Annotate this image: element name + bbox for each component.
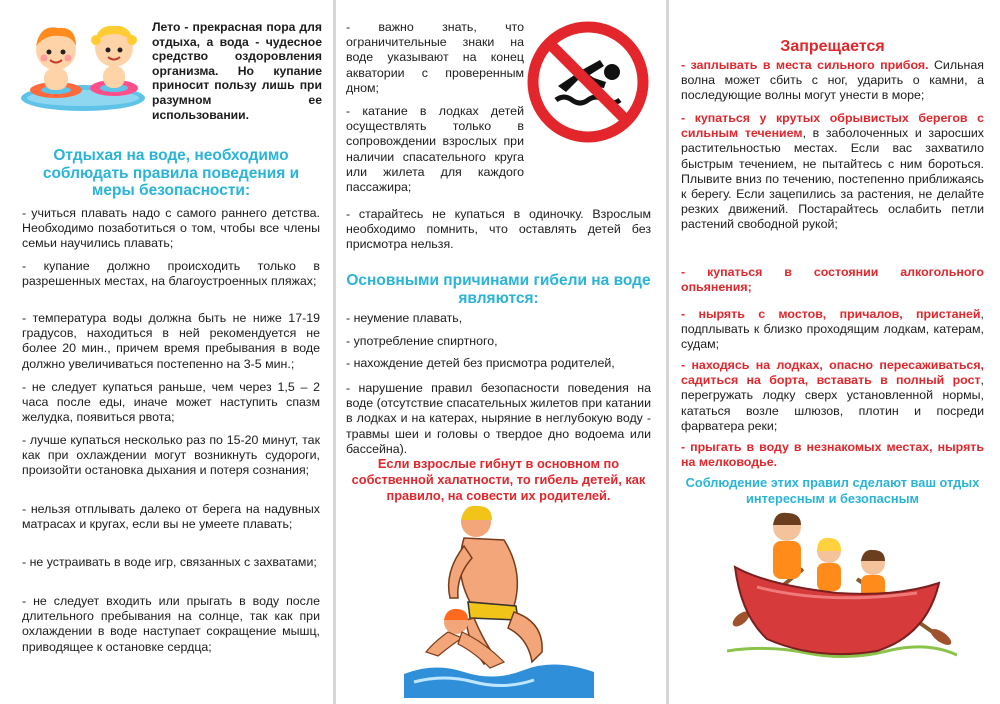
rule-item: - старайтесь не купаться в одиночку. Взрослым необходимо помнить, что оставлять детей без присмотра нельзя. — [346, 207, 651, 252]
prohibited-item — [681, 307, 984, 353]
column-3 — [667, 0, 1000, 704]
prohibited-item-text: , в заболоченных и заросших растительностью местах. Если вас захватило быстрым течением, не пытайтесь с ним бороться. Плывите вниз по течению, постепенно приближаясь к берегу. Если зацепились за растения, не делайте резких движений. Постарайтесь ослабить петли растений свободной рукой; — [681, 126, 984, 232]
prohibited-item — [681, 58, 984, 104]
rule-item: - нельзя отплывать далеко от берега на надувных матрасах и кругах, если вы не умеете плавать; — [22, 502, 320, 532]
prohibited-item-title: - заплывать в места сильного прибоя. — [681, 58, 929, 72]
column-1 — [0, 0, 334, 704]
parents-warning: Если взрослые гибнут в основном по собственной халатности, то гибель детей, как правило, на совести их родителей. — [351, 456, 646, 503]
rule-item: - купание должно происходить только в разрешенных местах, на благоустроенных пляжах; — [22, 259, 320, 289]
rule-item: - не следует купаться раньше, чем через 1,5 – 2 часа после еды, иначе может наступить спазм желудка, появиться рвота; — [22, 380, 320, 425]
prohibited-item-text: , перегружать лодку сверх установленной нормы, кататься возле шлюзов, плотин и посреди фарватера реки; — [681, 373, 984, 433]
column-2 — [334, 0, 667, 704]
rule-item: - лучше купаться несколько раз по 15-20 минут, так как при охлаждении могут возникнуть судороги, произойти остановка дыхания и потеря сознания; — [22, 433, 320, 478]
rule-item: - не следует входить или прыгать в воду после длительного пребывания на солнце, так как при охлаждении в воде наступает сокращение мышц, приводящее к остановке сердца; — [22, 594, 320, 654]
cause-item: - неумение плавать, — [346, 311, 463, 325]
closing-text: Соблюдение этих правил сделают ваш отдых интересным и безопасным — [685, 475, 980, 506]
rule-item: - катание в лодках детей осуществлять только в сопровождении взрослых при наличии спасательного круга или жилета для каждого пассажира; — [346, 104, 524, 195]
prohibited-item-text: , подплывать к близко проходящим лодкам, катерам, судам; — [681, 307, 984, 352]
intro-text: Лето - прекрасная пора для отдыха, а вода - чудесное средство оздоровления организма. Но купание приносит пользу лишь при разумном ее использовании. — [152, 20, 322, 122]
cause-item: - нахождение детей без присмотра родителей, — [346, 356, 615, 370]
cause-item: - употребление спиртного, — [346, 334, 498, 348]
prohibited-item-title: - прыгать в воду в незнакомых местах, нырять на мелководье. — [681, 440, 984, 470]
lifeguard-rescue-illustration — [404, 502, 594, 698]
kids-in-canoe-illustration — [727, 505, 957, 683]
prohibited-item — [681, 111, 984, 233]
rule-item: - важно знать, что ограничительные знаки на воде указывают на конец акватории с проверенным дном; — [346, 20, 524, 95]
rule-item: - учиться плавать надо с самого раннего детства. Необходимо позаботиться о том, чтобы все члены семьи научились плавать; — [22, 206, 320, 251]
no-swimming-sign-icon — [526, 20, 650, 144]
cause-item: - нарушение правил безопасности поведения на воде (отсутствие спасательных жилетов при катании в лодках и на катерах, ныряние в неглубокую воду - травмы шеи и головы о твердое дно водоема или бассейна). — [346, 381, 651, 456]
prohibited-item-title: - находясь на лодках, опасно пересаживаться, садиться на борта, вставать в полный рост — [681, 358, 984, 388]
prohibited-item-text: Сильная волна может сбить с ног, ударить о камни, а последующие волны могут унести в море; — [681, 58, 984, 103]
prohibited-item — [681, 265, 984, 295]
rule-item: - температура воды должна быть не ниже 17-19 градусов, находиться в ней рекомендуется не более 20 мин., причем время пребывания в воде должно увеличиваться постепенно на 3-5 мин.; — [22, 311, 320, 371]
prohibited-item-title: - купаться в состоянии алкогольного опьянения; — [681, 265, 984, 295]
prohibited-item-title: - нырять с мостов, причалов, пристаней — [681, 307, 981, 321]
rules-heading: Отдыхая на воде, необходимо соблюдать правила поведения и меры безопасности: — [42, 147, 300, 199]
kids-in-swim-rings-illustration — [20, 12, 146, 112]
prohibited-item — [681, 358, 984, 434]
prohibited-item — [681, 440, 984, 470]
prohibited-item-title: - купаться у крутых обрывистых берегов с сильным течением — [681, 111, 984, 141]
prohibited-heading: Запрещается — [780, 38, 885, 55]
causes-heading: Основными причинами гибели на воде являются: — [346, 272, 651, 307]
rule-item: - не устраивать в воде игр, связанных с захватами; — [22, 555, 317, 569]
